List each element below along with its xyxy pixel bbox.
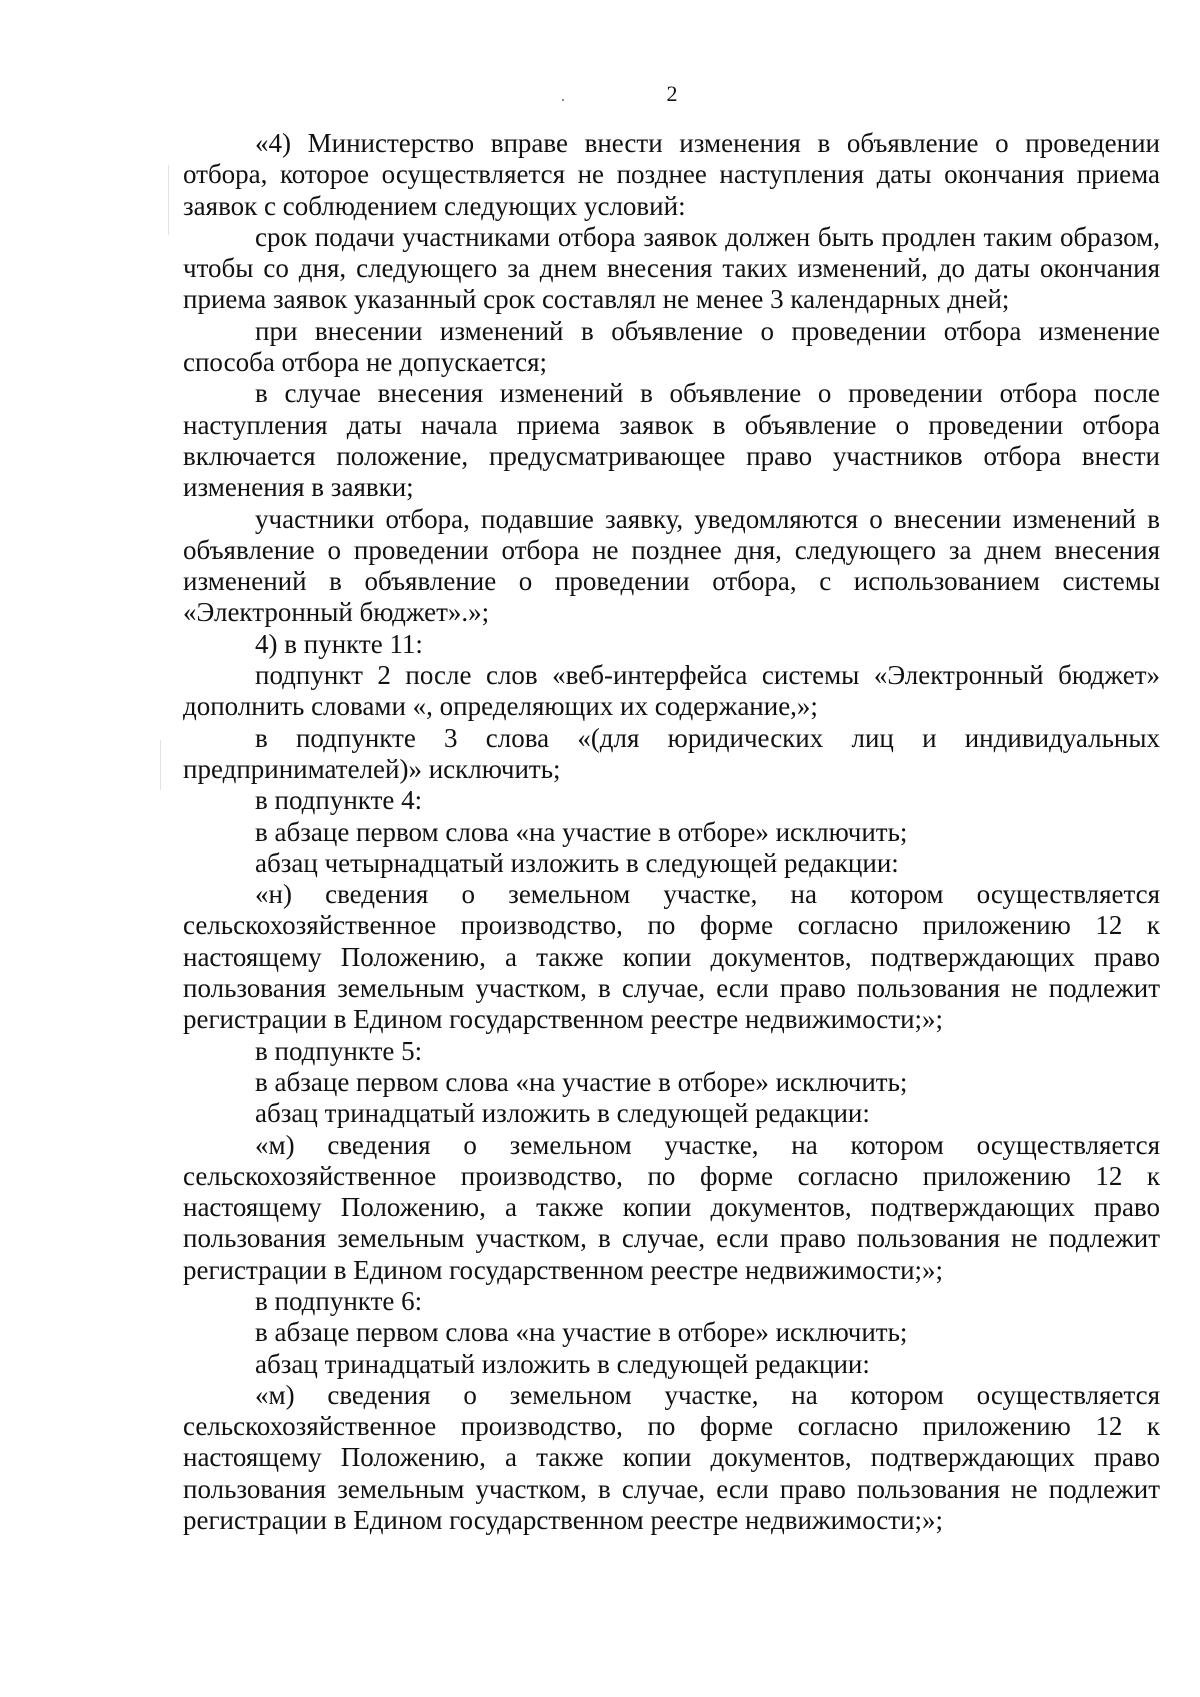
paragraph: в абзаце первом слова «на участие в отборе» исключить;	[255, 1317, 908, 1348]
paragraph: «4) Министерство вправе внести изменения в объявление о проведении отбора, которое осуществляется не позднее наступления даты окончания приема заявок с соблюдением следующих условий:	[183, 128, 1160, 221]
paragraph: в подпункте 3 слова «(для юридических лиц и индивидуальных предпринимателей)» исключить;	[183, 722, 1160, 784]
paragraph: 4) в пункте 11:	[255, 628, 423, 659]
paragraph: в абзаце первом слова «на участие в отборе» исключить;	[255, 1066, 908, 1097]
paragraph: абзац четырнадцатый изложить в следующей редакции:	[255, 847, 899, 878]
paragraph: «м) сведения о земельном участке, на котором осуществляется сельскохозяйственное производство, по форме согласно приложению 12 к настоящему Положению, а также копии документов, подтверждающих право пользования земельным участком, в случае, если право пользования не подлежит регистрации в Едином государственном реестре недвижимости;»;	[183, 1129, 1160, 1285]
paragraph: подпункт 2 после слов «веб-интерфейса системы «Электронный бюджет» дополнить словами «, определяющих их содержание,»;	[183, 660, 1160, 722]
document-body	[183, 128, 1160, 1536]
paragraph: при внесении изменений в объявление о проведении отбора изменение способа отбора не допускается;	[183, 315, 1160, 378]
page-number: 2	[666, 81, 678, 106]
paragraph: в подпункте 4:	[255, 785, 423, 816]
paragraph: «н) сведения о земельном участке, на котором осуществляется сельскохозяйственное производство, по форме согласно приложению 12 к настоящему Положению, а также копии документов, подтверждающих право пользования земельным участком, в случае, если право пользования не подлежит регистрации в Едином государственном реестре недвижимости;»;	[183, 879, 1160, 1035]
scan-margin-mark	[168, 165, 169, 235]
paragraph: абзац тринадцатый изложить в следующей редакции:	[255, 1098, 870, 1129]
paragraph: «м) сведения о земельном участке, на котором осуществляется сельскохозяйственное производство, по форме согласно приложению 12 к настоящему Положению, а также копии документов, подтверждающих право пользования земельным участком, в случае, если право пользования не подлежит регистрации в Едином государственном реестре недвижимости;»;	[183, 1379, 1160, 1536]
paragraph: участники отбора, подавшие заявку, уведомляются о внесении изменений в объявление о проведении отбора не позднее дня, следующего за днем внесения изменений в объявление о проведении отбора, с использованием системы «Электронный бюджет».»;	[183, 503, 1160, 628]
paragraph: в случае внесения изменений в объявление о проведении отбора после наступления даты начала приема заявок в объявление о проведении отбора включается положение, предусматривающее право участников отбора внести изменения в заявки;	[183, 378, 1160, 503]
paragraph: абзац тринадцатый изложить в следующей редакции:	[255, 1348, 870, 1379]
paragraph: срок подачи участниками отбора заявок должен быть продлен таким образом, чтобы со дня, следующего за днем внесения таких изменений, до даты окончания приема заявок указанный срок составлял не менее 3 календарных дней;	[183, 221, 1160, 315]
scan-margin-mark	[160, 740, 161, 790]
paragraph: в подпункте 5:	[255, 1035, 423, 1066]
paragraph: в абзаце первом слова «на участие в отборе» исключить;	[255, 816, 908, 847]
paragraph: в подпункте 6:	[255, 1285, 423, 1316]
